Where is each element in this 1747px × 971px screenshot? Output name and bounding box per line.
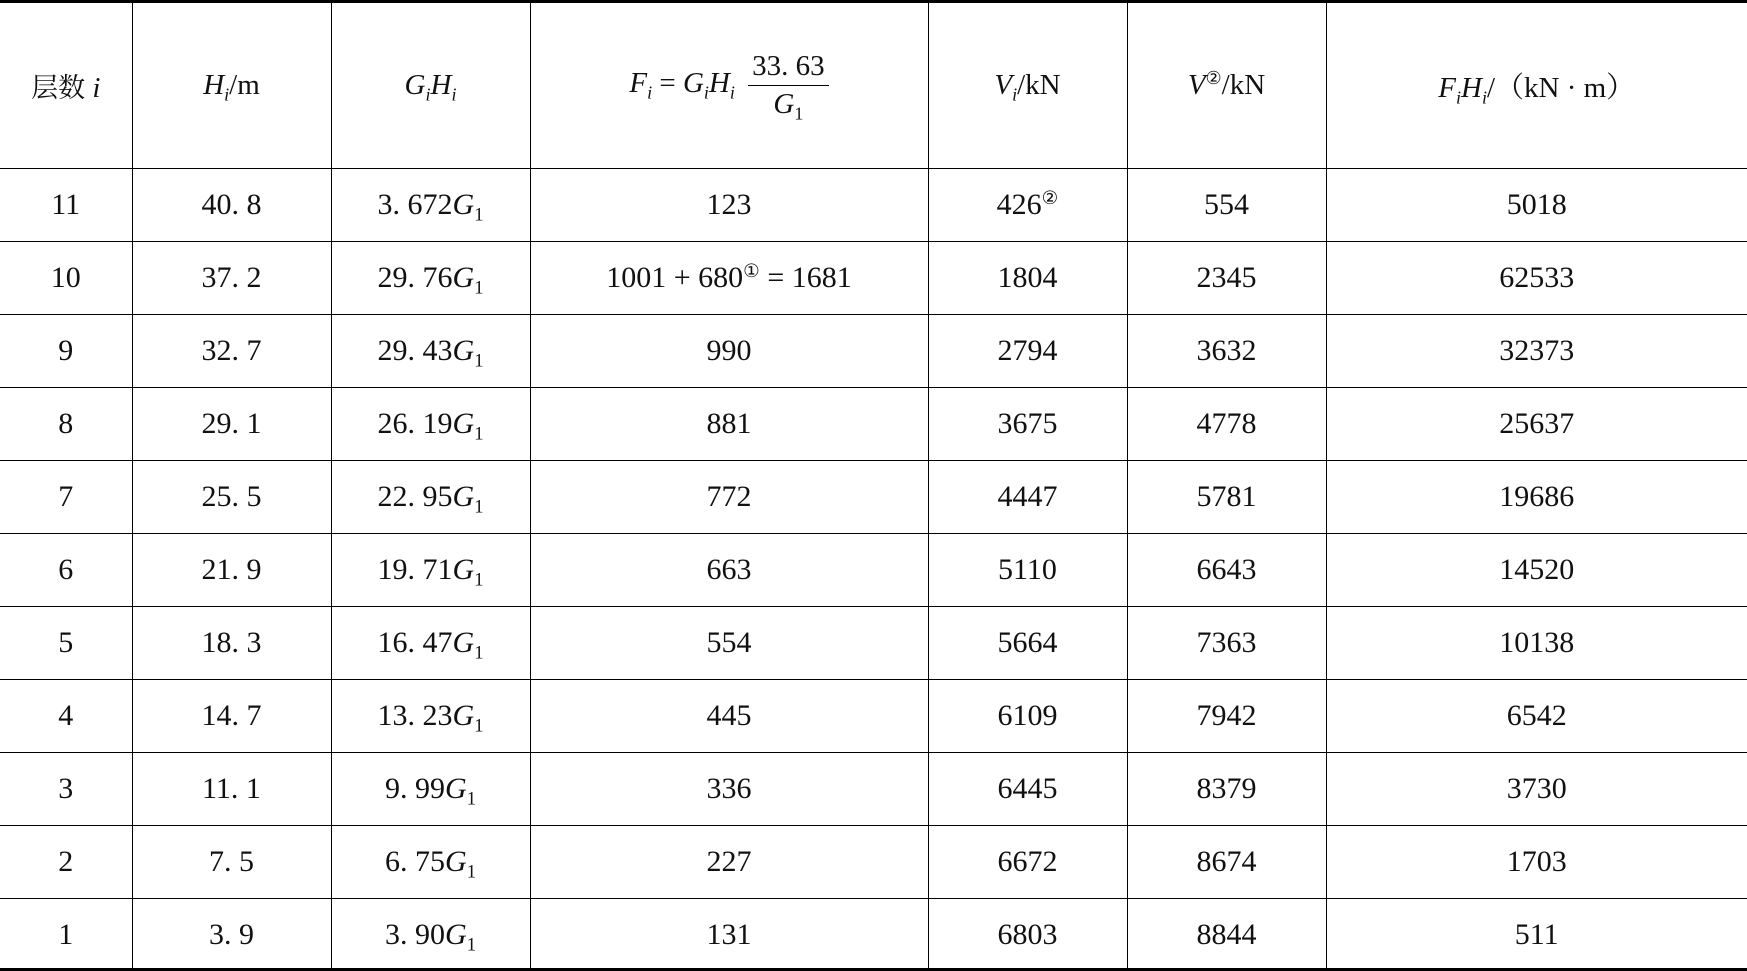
cell-force: 131 [530,898,928,971]
cell-gh: 16. $47G_1$ [331,606,530,679]
cell-height: 7. 5 [132,825,331,898]
cell-height: 11. 1 [132,752,331,825]
cell-shear-adjusted: 2345 [1127,241,1326,314]
cell-moment: 62533 [1326,241,1747,314]
cell-height: 40. 8 [132,168,331,241]
cell-gh: 19. $71G_1$ [331,533,530,606]
cell-floor: 9 [0,314,132,387]
cell-force: 554 [530,606,928,679]
cell-floor: 5 [0,606,132,679]
cell-moment: 511 [1514,917,1559,951]
formula-fraction: $\frac{33. 63}{G_1}$ [748,50,829,121]
cell-shear-adjusted: 5781 [1127,460,1326,533]
cell-gh: 22. $95G_1$ [331,460,530,533]
cell-moment: 3730 [1326,752,1747,825]
cell-moment: 10138 [1326,606,1747,679]
cell-height: 14. 7 [132,679,331,752]
cell-moment: 19686 [1326,460,1747,533]
cell-moment: 25637 [1326,387,1747,460]
header-floor-number: 层数 i [0,3,132,168]
cell-shear-adjusted: 554 [1127,168,1326,241]
cell-height: 32. 7 [132,314,331,387]
cell-floor: 3 [0,752,132,825]
cell-height: 18. 3 [132,606,331,679]
cell-floor: 6 [0,533,132,606]
cell-force: 336 [530,752,928,825]
cell-shear-adjusted: 3632 [1127,314,1326,387]
cell-floor: 11 [0,168,132,241]
table-row [0,898,1747,971]
cell-height: 29. 1 [132,387,331,460]
cell-floor: 7 [0,460,132,533]
cell-floor: 2 [0,825,132,898]
table-row [0,460,1747,533]
cell-force: 990 [530,314,928,387]
cell-shear: 4447 [928,460,1127,533]
cell-height: 21. 9 [132,533,331,606]
header-height: $H_i/m$ [132,3,331,168]
cell-force: 881 [530,387,928,460]
cell-moment: 5018 [1326,168,1747,241]
header-shear-adjusted: V②/kN [1127,3,1326,168]
cell-force: 123 [530,168,928,241]
cell-floor: 10 [0,241,132,314]
table-row [0,679,1747,752]
cell-gh: 3. $672G_1$ [331,168,530,241]
cell-shear: 3675 [928,387,1127,460]
cell-shear-adjusted: 8379 [1127,752,1326,825]
cell-shear: 5110 [928,533,1127,606]
cell-shear: 426② [928,168,1127,241]
cell-force: 227 [530,825,928,898]
header-force-formula: $F_i = G_iH_i$ $\frac{33. 63}{G_1}$ [530,3,928,168]
table-row [0,241,1747,314]
cell-force: 663 [530,533,928,606]
header-moment: $F_iH_i/(kN \cdot m)$ [1326,3,1747,168]
cell-height: 25. 5 [132,460,331,533]
cell-shear: 6803 [928,898,1127,971]
cell-shear: 6445 [928,752,1127,825]
cell-force: 772 [530,460,928,533]
table-row [0,387,1747,460]
cell-gh: 29. $76G_1$ [331,241,530,314]
cell-moment: 32373 [1326,314,1747,387]
floor-force-table [0,3,1747,971]
cell-force: 445 [530,679,928,752]
cell-shear: 5664 [928,606,1127,679]
cell-shear-adjusted: 4778 [1127,387,1326,460]
table-row [0,825,1747,898]
table-row [0,168,1747,241]
cell-moment: 1703 [1326,825,1747,898]
cell-shear: 6672 [928,825,1127,898]
cell-shear-adjusted: 7363 [1127,606,1326,679]
cell-floor: 1 [0,898,132,971]
cell-gh: 13. $23G_1$ [331,679,530,752]
cell-gh: 26. $19G_1$ [331,387,530,460]
cell-gh: 9. $99G_1$ [331,752,530,825]
cell-floor: 8 [0,387,132,460]
table-row [0,533,1747,606]
cell-floor: 4 [0,679,132,752]
cell-shear: 1804 [928,241,1127,314]
cell-gh: 3. $90G_1$ [331,898,530,971]
cell-shear-adjusted: 6643 [1127,533,1326,606]
cell-height: 37. 2 [132,241,331,314]
header-gh: $G_iH_i$ [331,3,530,168]
cell-shear-adjusted: 7942 [1127,679,1326,752]
header-shear: $V_i/kN$ [928,3,1127,168]
cell-force: 1001 + 680① = 1681 [530,241,928,314]
cell-gh: 6. $75G_1$ [331,825,530,898]
table-row [0,606,1747,679]
cell-moment: 14520 [1326,533,1747,606]
header-row [0,3,1747,168]
table-row [0,752,1747,825]
table-row [0,314,1747,387]
cell-height: 3. 9 [132,898,331,971]
cell-shear-adjusted: 8674 [1127,825,1326,898]
cell-shear: 6109 [928,679,1127,752]
cell-gh: 29. $43G_1$ [331,314,530,387]
cell-shear: 2794 [928,314,1127,387]
cell-shear-adjusted: 8844 [1127,898,1326,971]
cell-moment: 6542 [1326,679,1747,752]
